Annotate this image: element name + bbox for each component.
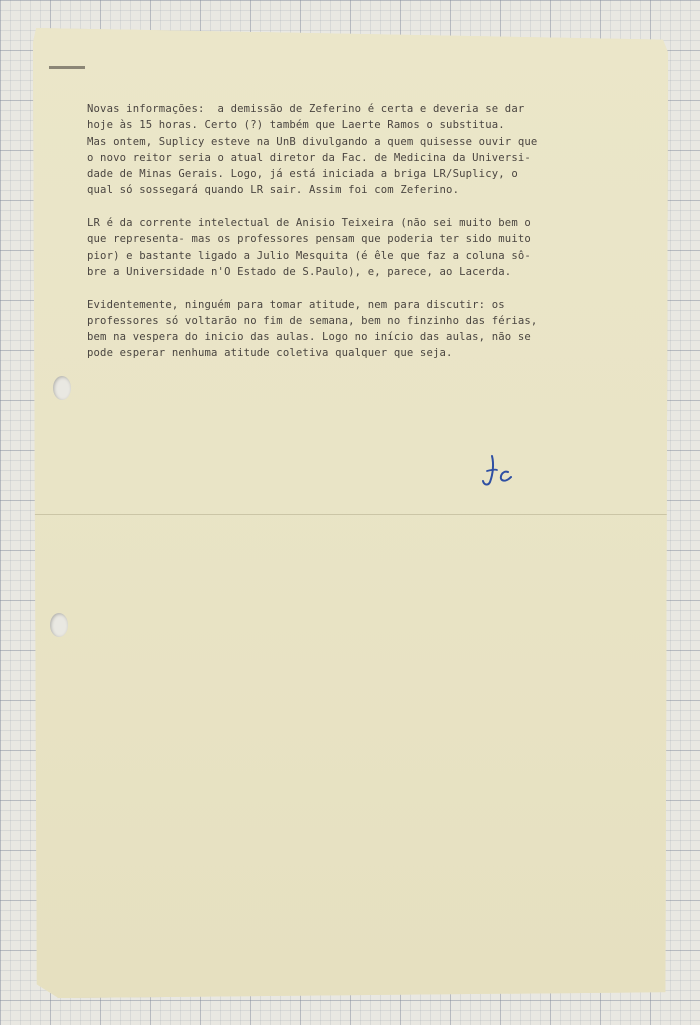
text-line: Evidentemente, ninguém para tomar atitude, nem para discutir: os	[87, 298, 505, 311]
text-line: que representa- mas os professores pensam que poderia ter sido muito	[87, 233, 531, 246]
text-line: professores só voltarão no fim de semana, bem no finzinho das férias,	[87, 314, 538, 327]
text-line: dade de Minas Gerais. Logo, já está iniciada a briga LR/Suplicy, o	[87, 168, 518, 181]
text-line: bre a Universidade n'O Estado de S.Paulo), e, parece, ao Lacerda.	[87, 265, 512, 278]
punch-hole	[50, 613, 68, 637]
text-line: o novo reitor seria o atual diretor da Fac. de Medicina da Universi-	[87, 151, 531, 164]
paragraph-3	[87, 297, 617, 362]
text-line: pode esperar nenhuma atitude coletiva qualquer que seja.	[87, 347, 453, 360]
corner-mark	[49, 66, 85, 69]
text-line: qual só sossegará quando LR sair. Assim foi com Zeferino.	[87, 184, 460, 197]
text-line: Novas informações: a demissão de Zeferino é certa e deveria se dar	[87, 103, 525, 115]
text-line: pior) e bastante ligado a Julio Mesquita (é êle que faz a coluna sô-	[87, 249, 531, 262]
paragraph-2	[87, 215, 617, 280]
fold-line	[33, 514, 668, 515]
text-line: Mas ontem, Suplicy esteve na UnB divulgando a quem quisesse ouvir que	[87, 135, 538, 148]
handwritten-initials	[478, 450, 518, 490]
text-line: hoje às 15 horas. Certo (?) também que Laerte Ramos o substitua.	[87, 119, 505, 132]
typed-text-body	[87, 101, 617, 378]
text-line: bem na vespera do inicio das aulas. Logo no início das aulas, não se	[87, 331, 531, 344]
punch-hole	[53, 376, 71, 400]
paragraph-1	[87, 101, 617, 199]
text-line: LR é da corrente intelectual de Anisio Teixeira (não sei muito bem o	[87, 217, 531, 230]
